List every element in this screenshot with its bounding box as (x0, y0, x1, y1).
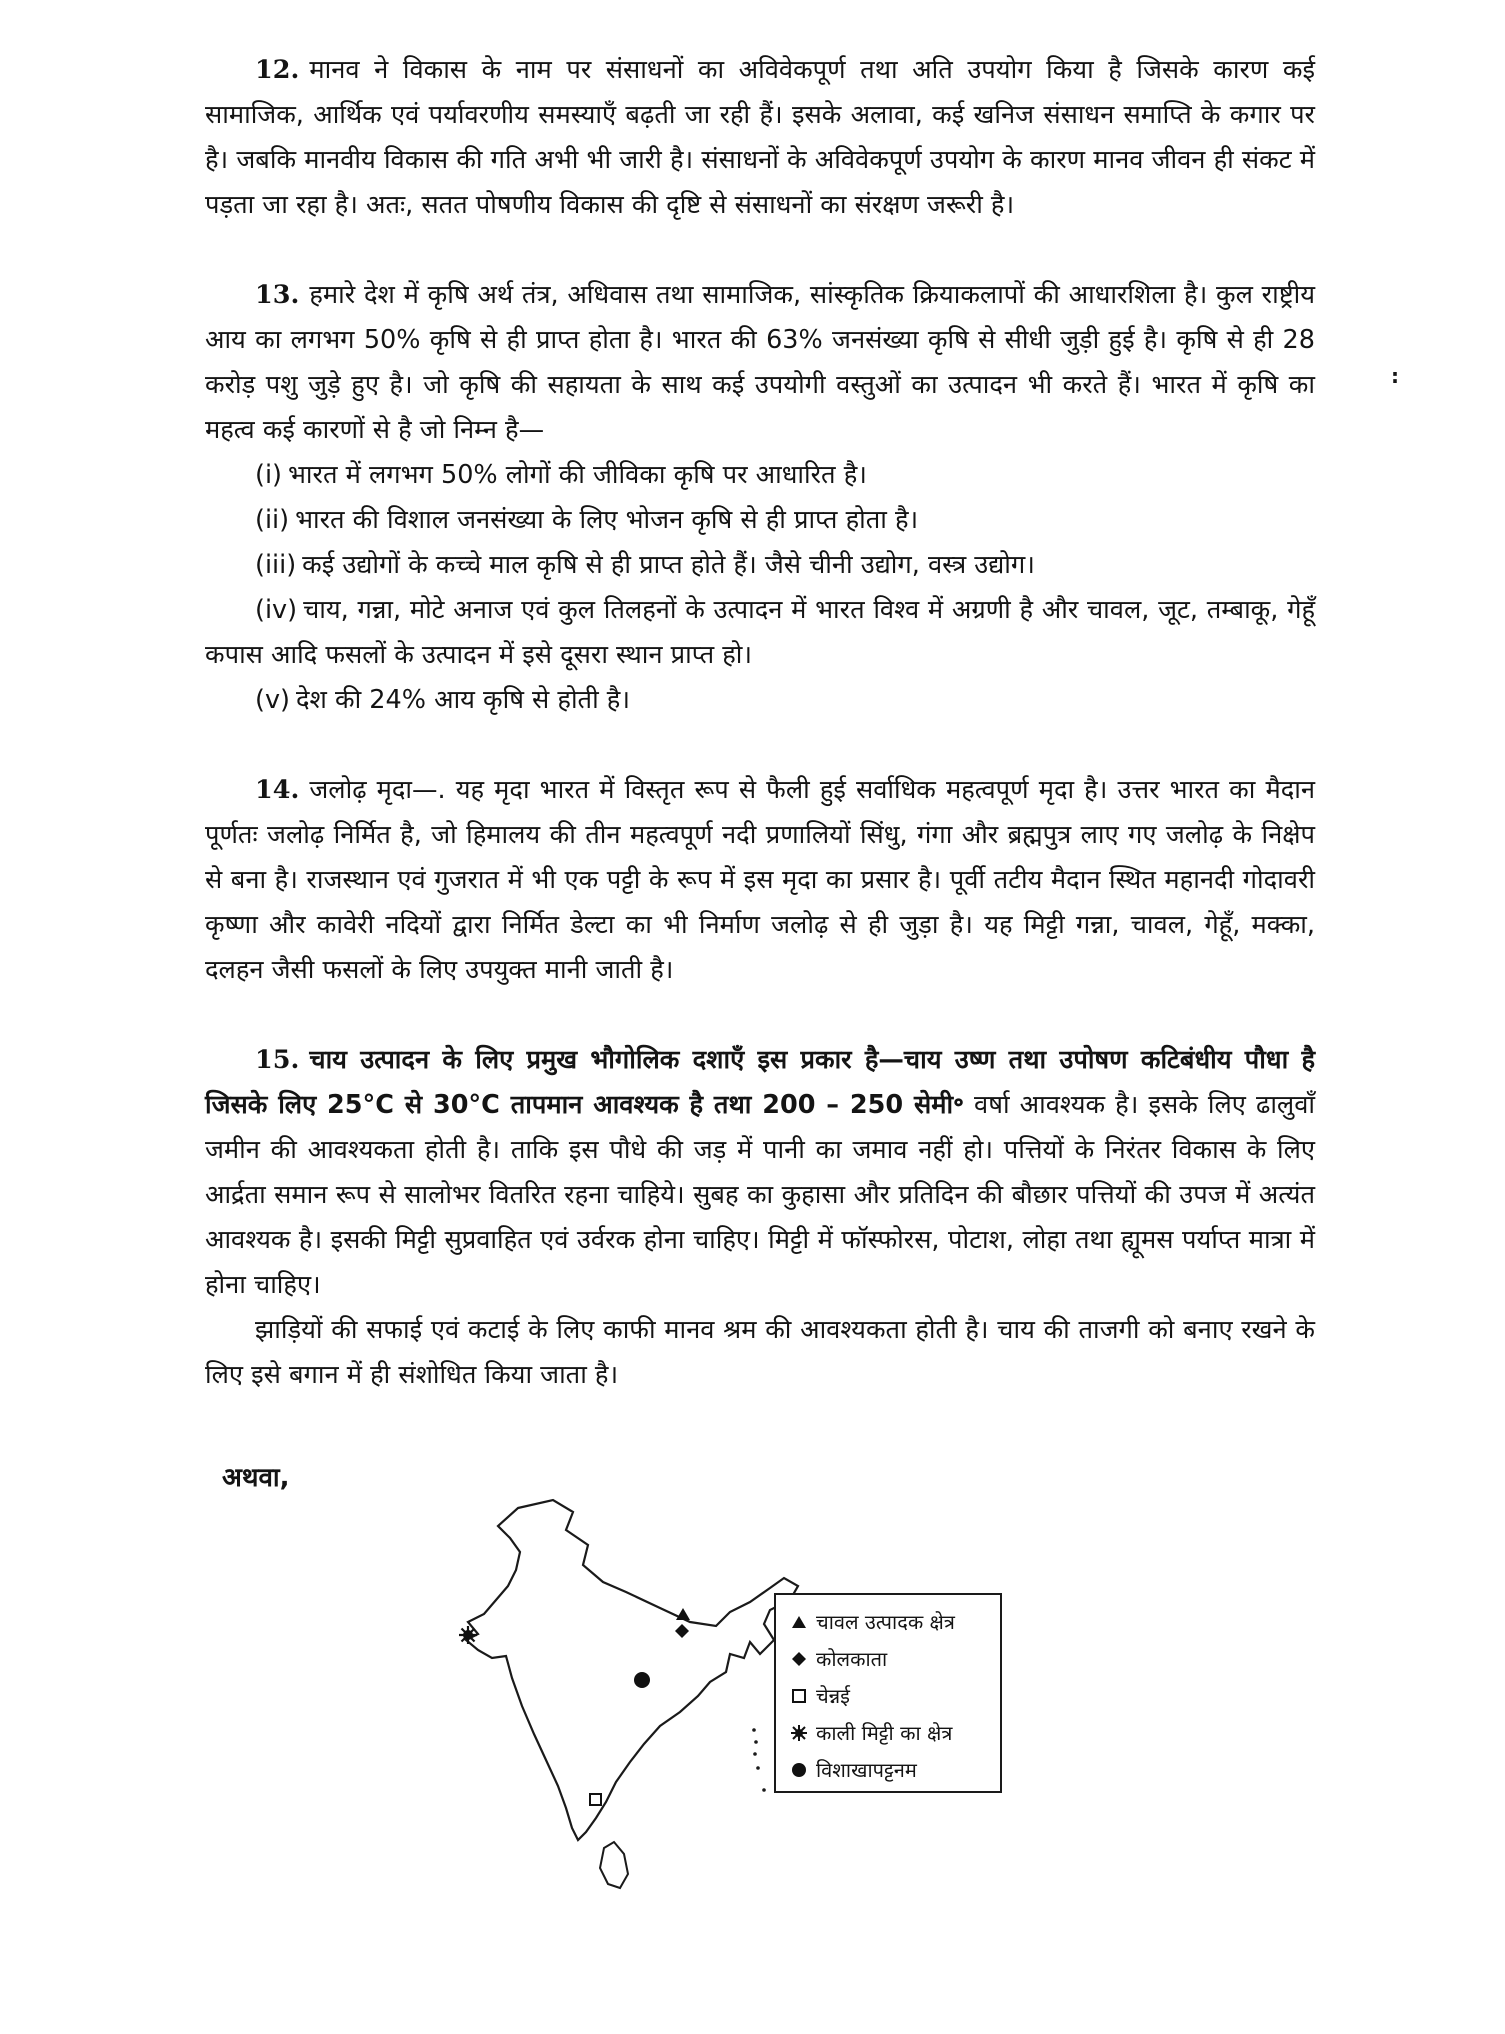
stray-mark: : (1391, 364, 1399, 388)
answer-number: 14. (255, 775, 300, 805)
legend-item (786, 1640, 994, 1677)
legend-label: काली मिट्टी का क्षेत्र (816, 1721, 953, 1745)
list-item-text: भारत में लगभग 50% लोगों की जीविका कृषि पर आधारित है। (287, 460, 867, 490)
list-item (205, 453, 1315, 498)
triangle-icon (786, 1615, 812, 1629)
square-icon (786, 1689, 812, 1703)
answer-text: . यह मृदा भारत में विस्तृत रूप से फैली हुई सर्वाधिक महत्वपूर्ण मृदा है। उत्तर भारत का मैदान पूर्णतः जलोढ़ निर्मित है, जो हिमालय की तीन महत्वपूर्ण नदी प्रणालियों सिंधु, गंगा और ब्रह्मपुत्र लाए गए जलोढ़ के निक्षेप से बना है। राजस्थान एवं गुजरात में भी एक पट्टी के रूप में इस मृदा का प्रसार है। पूर्वी तटीय मैदान स्थित महानदी गोदावरी कृष्णा और कावेरी नदियों द्वारा निर्मित डेल्टा का भी निर्माण जलोढ़ से ही जुड़ा है। यह मिट्टी गन्ना, चावल, गेहूँ, मक्का, दलहन जैसी फसलों के लिए उपयुक्त मानी जाती है। (205, 775, 1316, 985)
rice-producing-area-marker (676, 1608, 690, 1620)
chennai-marker (590, 1794, 601, 1805)
answer-13-intro (205, 273, 1315, 453)
answer-15-main (205, 1038, 1315, 1308)
answer-text: मानव ने विकास के नाम पर संसाधनों का अविवेकपूर्ण तथा अति उपयोग किया है जिसके कारण कई सामाजिक, आर्थिक एवं पर्यावरणीय समस्याएँ बढ़ती जा रही हैं। इसके अलावा, कई खनिज संसाधन समाप्ति के कगार पर है। जबकि मानवीय विकास की गति अभी भी जारी है। संसाधनों के अविवेकपूर्ण उपयोग के कारण मानव जीवन ही संकट में पड़ता जा रहा है। अतः, सतत पोषणीय विकास की दृष्टि से संसाधनों का संरक्षण जरूरी है। (205, 55, 1315, 220)
answer-number: 13. (255, 280, 300, 310)
india-map-figure (398, 1490, 1018, 1910)
answer-15 (205, 1038, 1315, 1398)
legend-label: चावल उत्पादक क्षेत्र (816, 1610, 955, 1634)
list-item-text: भारत की विशाल जनसंख्या के लिए भोजन कृषि से ही प्राप्त होता है। (295, 505, 919, 535)
andaman-islands (752, 1728, 766, 1792)
legend-label: विशाखापट्टनम (816, 1758, 917, 1782)
list-item (205, 498, 1315, 543)
list-item (205, 543, 1315, 588)
answer-12 (205, 48, 1315, 228)
legend-item (786, 1714, 994, 1751)
list-item-text: देश की 24% आय कृषि से होती है। (296, 685, 630, 715)
importance-list (205, 453, 1315, 723)
or-label: अथवा, (222, 1463, 290, 1493)
legend-item (786, 1751, 994, 1788)
list-item-label: (iii) (255, 550, 297, 580)
answer-14 (205, 768, 1315, 993)
list-item-text: कई उद्योगों के कच्चे माल कृषि से ही प्राप्त होते हैं। जैसे चीनी उद्योग, वस्त्र उद्योग। (302, 550, 1035, 580)
answer-text: हमारे देश में कृषि अर्थ तंत्र, अधिवास तथा सामाजिक, सांस्कृतिक क्रियाकलापों की आधारशिला है। कुल राष्ट्रीय आय का लगभग 50% कृषि से ही प्राप्त होता है। भारत की 63% जनसंख्या कृषि से सीधी जुड़ी हुई है। कृषि से ही 28 करोड़ पशु जुड़े हुए है। जो कृषि की सहायता के साथ कई उपयोगी वस्तुओं का उत्पादन भी करते हैं। भारत में कृषि का महत्व कई कारणों से है जो निम्न है— (205, 280, 1315, 445)
map-legend (774, 1593, 1002, 1793)
list-item-label: (ii) (255, 505, 290, 535)
legend-item (786, 1603, 994, 1640)
answer-text: झाड़ियों की सफाई एवं कटाई के लिए काफी मानव श्रम की आवश्यकता होती है। चाय की ताजगी को बनाए रखने के लिए इसे बगान में ही संशोधित किया जाता है। (205, 1315, 1315, 1390)
kolkata-marker (675, 1624, 689, 1638)
black-soil-marker (459, 1626, 477, 1644)
legend-label: कोलकाता (816, 1647, 888, 1671)
answer-heading: जलोढ़ मृदा— (309, 775, 438, 805)
list-item (205, 588, 1315, 678)
legend-item (786, 1677, 994, 1714)
list-item-label: (v) (255, 685, 290, 715)
india-outline (466, 1500, 798, 1840)
diamond-icon (786, 1652, 812, 1666)
answer-13 (205, 273, 1315, 723)
star-icon (786, 1724, 812, 1742)
sri-lanka-outline (600, 1842, 628, 1888)
answer-bold-text: चाय उत्पादन के लिए प्रमुख भौगोलिक दशाएँ इस प्रकार है—चाय उष्ण तथा उपोषण कटिबंधीय पौधा है जिसके लिए 25°C से 30°C तापमान आवश्यक है तथा 200 – 250 सेमी॰ (205, 1045, 1315, 1120)
answer-text: वर्षा आवश्यक है। इसके लिए ढालुवाँ जमीन की आवश्यकता होती है। ताकि इस पौधे की जड़ में पानी का जमाव नहीं हो। पत्तियों के निरंतर विकास के लिए आर्द्रता समान रूप से सालोभर वितरित रहना चाहिये। सुबह का कुहासा और प्रतिदिन की बौछार पत्तियों की उपज में अत्यंत आवश्यक है। इसकी मिट्टी सुप्रवाहित एवं उर्वरक होना चाहिए। मिट्टी में फॉस्फोरस, पोटाश, लोहा तथा ह्यूमस पर्याप्त मात्रा में होना चाहिए। (205, 1090, 1315, 1300)
answer-15-extra (205, 1308, 1315, 1398)
answer-number: 12. (255, 55, 300, 85)
answer-number: 15. (255, 1045, 300, 1075)
list-item-text: चाय, गन्ना, मोटे अनाज एवं कुल तिलहनों के उत्पादन में भारत विश्व में अग्रणी है और चावल, जूट, तम्बाकू, गेहूँ कपास आदि फसलों के उत्पादन में इसे दूसरा स्थान प्राप्त हो। (205, 595, 1315, 670)
circle-icon (786, 1762, 812, 1778)
list-item-label: (iv) (255, 595, 298, 625)
list-item-label: (i) (255, 460, 282, 490)
legend-label: चेन्नई (816, 1684, 850, 1708)
list-item (205, 678, 1315, 723)
visakhapatnam-marker (634, 1672, 650, 1688)
